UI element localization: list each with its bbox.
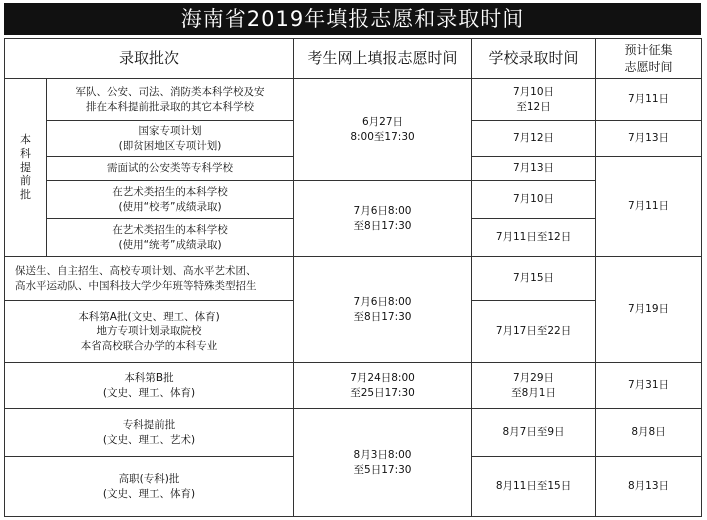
header-admit-time: 学校录取时间 (472, 39, 596, 79)
schedule-table (4, 38, 702, 517)
collect-time-cell: 7月11日 (596, 157, 702, 257)
admit-time-cell: 8月11日至15日 (472, 457, 596, 517)
admit-time-cell: 7月13日 (472, 157, 596, 181)
header-fill-time: 考生网上填报志愿时间 (294, 39, 472, 79)
admit-time-cell: 7月10日 至12日 (472, 79, 596, 121)
table-row (5, 409, 702, 457)
batch-name: 本科第B批 (文史、理工、体育) (5, 363, 294, 409)
early-batch-group-label: 本 科 提 前 批 (5, 79, 47, 257)
batch-name: 在艺术类招生的本科学校 (使用“校考”成绩录取) (47, 181, 294, 219)
collect-time-cell: 8月8日 (596, 409, 702, 457)
admit-time-cell: 7月15日 (472, 257, 596, 301)
batch-name: 高职(专科)批 (文史、理工、体育) (5, 457, 294, 517)
admit-time-cell: 7月29日 至8月1日 (472, 363, 596, 409)
table-header-row (5, 39, 702, 79)
fill-time-cell: 8月3日8:00 至5日17:30 (294, 409, 472, 517)
collect-time-cell: 8月13日 (596, 457, 702, 517)
batch-name: 本科第A批(文史、理工、体育) 地方专项计划录取院校 本省高校联合办学的本科专业 (5, 301, 294, 363)
admit-time-cell: 8月7日至9日 (472, 409, 596, 457)
page-title: 海南省2019年填报志愿和录取时间 (4, 3, 701, 35)
admit-time-cell: 7月17日至22日 (472, 301, 596, 363)
fill-time-cell: 7月6日8:00 至8日17:30 (294, 181, 472, 257)
admit-time-cell: 7月10日 (472, 181, 596, 219)
header-batch: 录取批次 (5, 39, 294, 79)
table-row (5, 79, 702, 121)
header-collect-time: 预计征集 志愿时间 (596, 39, 702, 79)
batch-name: 需面试的公安类等专科学校 (47, 157, 294, 181)
fill-time-cell: 7月24日8:00 至25日17:30 (294, 363, 472, 409)
batch-name: 保送生、自主招生、高校专项计划、高水平艺术团、 高水平运动队、中国科技大学少年班等特殊类型招生 (5, 257, 294, 301)
admit-time-cell: 7月12日 (472, 121, 596, 157)
batch-name: 专科提前批 (文史、理工、艺术) (5, 409, 294, 457)
collect-time-cell: 7月13日 (596, 121, 702, 157)
table-row (5, 257, 702, 301)
batch-name: 国家专项计划 (即贫困地区专项计划) (47, 121, 294, 157)
collect-time-cell: 7月31日 (596, 363, 702, 409)
table-row (5, 363, 702, 409)
fill-time-cell: 6月27日 8:00至17:30 (294, 79, 472, 181)
batch-name: 在艺术类招生的本科学校 (使用“统考”成绩录取) (47, 219, 294, 257)
collect-time-cell: 7月11日 (596, 79, 702, 121)
fill-time-cell: 7月6日8:00 至8日17:30 (294, 257, 472, 363)
collect-time-cell: 7月19日 (596, 257, 702, 363)
admit-time-cell: 7月11日至12日 (472, 219, 596, 257)
batch-name: 军队、公安、司法、消防类本科学校及安 排在本科提前批录取的其它本科学校 (47, 79, 294, 121)
